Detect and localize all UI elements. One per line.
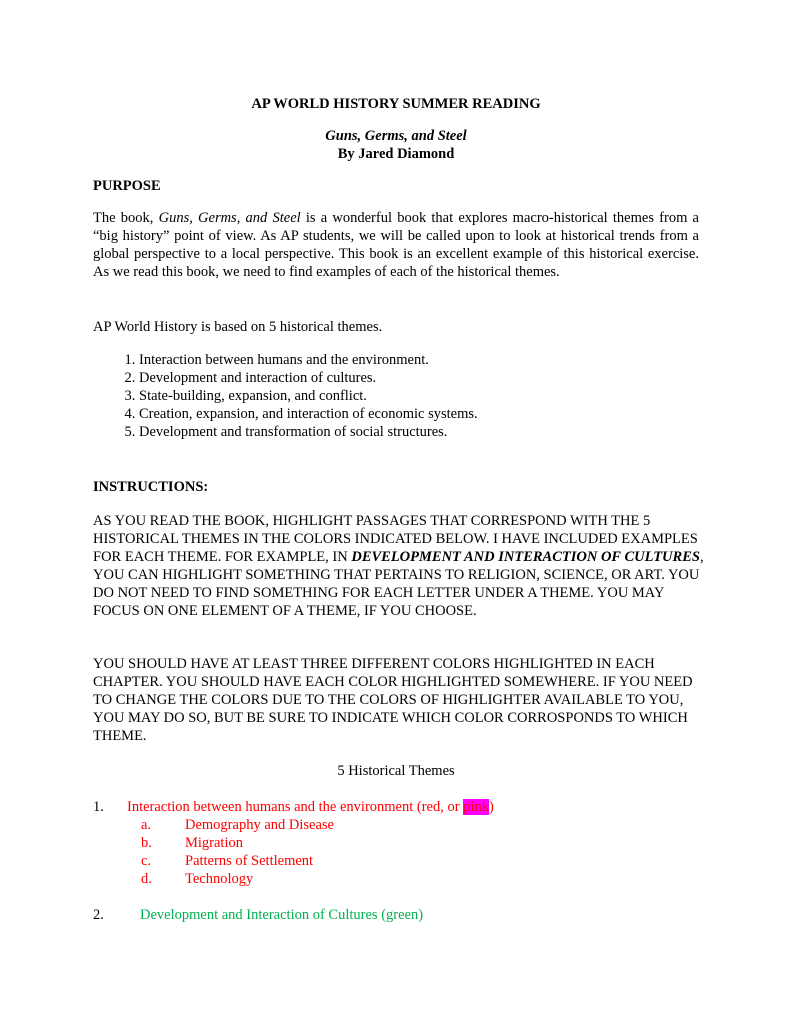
- subitem-text: Demography and Disease: [185, 817, 334, 833]
- book-title-inline: Guns, Germs, and Steel: [158, 210, 301, 226]
- pink-highlight: pink: [463, 799, 489, 815]
- historical-themes-heading: 5 Historical Themes: [337, 763, 455, 779]
- instructions-heading: INSTRUCTIONS:: [93, 479, 209, 495]
- purpose-paragraph: The book, Guns, Germs, and Steel is a wonderful book that explores macro-historical themes from a “big history” point of view. As AP students, we will be called upon to look at historical trends from a global perspective to a local perspective. This book is an excellent example of this historical exercise. As we read this book, we need to find examples of each of the historical themes.: [93, 210, 699, 280]
- list-item: 2. Development and interaction of cultures.: [139, 369, 699, 387]
- themes-list: [93, 351, 699, 441]
- subitem-text: Technology: [185, 871, 254, 887]
- list-item: 4. Creation, expansion, and interaction of economic systems.: [139, 405, 699, 423]
- theme-text: Development and Interaction of Cultures (green): [140, 907, 424, 923]
- document-title: AP WORLD HISTORY SUMMER READING: [251, 96, 541, 112]
- instructions-paragraph-1: AS YOU READ THE BOOK, HIGHLIGHT PASSAGES THAT CORRESPOND WITH THE 5 HISTORICAL THEMES IN THE COLORS INDICATED BELOW. I HAVE INCLUDED EXAMPLES FOR EACH THEME. FOR EXAMPLE, IN DEVELOPMENT AND INTERACTION OF CULTURES, YOU CAN HIGHLIGHT SOMETHING THAT PERTAINS TO RELIGION, SCIENCE, OR ART. YOU DO NOT NEED TO FIND SOMETHING FOR EACH LETTER UNDER A THEME. YOU MAY FOCUS ON ONE ELEMENT OF A THEME, IF YOU CHOOSE.: [93, 513, 704, 619]
- author-line: By Jared Diamond: [337, 146, 455, 162]
- subitem-text: Migration: [185, 835, 243, 851]
- theme-text: Interaction between humans and the environment (red, or pink): [127, 799, 494, 815]
- list-item: 3. State-building, expansion, and conflict.: [139, 387, 699, 405]
- emphasized-theme: DEVELOPMENT AND INTERACTION OF CULTURES: [351, 549, 700, 565]
- instructions-paragraph-2: YOU SHOULD HAVE AT LEAST THREE DIFFERENT COLORS HIGHLIGHTED IN EACH CHAPTER. YOU SHOULD HAVE EACH COLOR HIGHLIGHTED SOMEWHERE. IF YOU NEED TO CHANGE THE COLORS DUE TO THE COLORS OF HIGHLIGHTER AVAILABLE TO YOU, YOU MAY DO SO, BUT BE SURE TO INDICATE WHICH COLOR CORROSPONDS TO WHICH THEME.: [93, 656, 693, 744]
- purpose-heading: PURPOSE: [93, 178, 161, 194]
- subitem-text: Patterns of Settlement: [185, 853, 314, 869]
- list-item: 5. Development and transformation of social structures.: [139, 423, 699, 441]
- theme-number: 1.: [93, 799, 104, 815]
- book-title: Guns, Germs, and Steel: [325, 128, 467, 144]
- theme-number: 2.: [93, 907, 104, 923]
- themes-lead: AP World History is based on 5 historical themes.: [93, 319, 383, 335]
- list-item: 1. Interaction between humans and the environment.: [139, 351, 699, 369]
